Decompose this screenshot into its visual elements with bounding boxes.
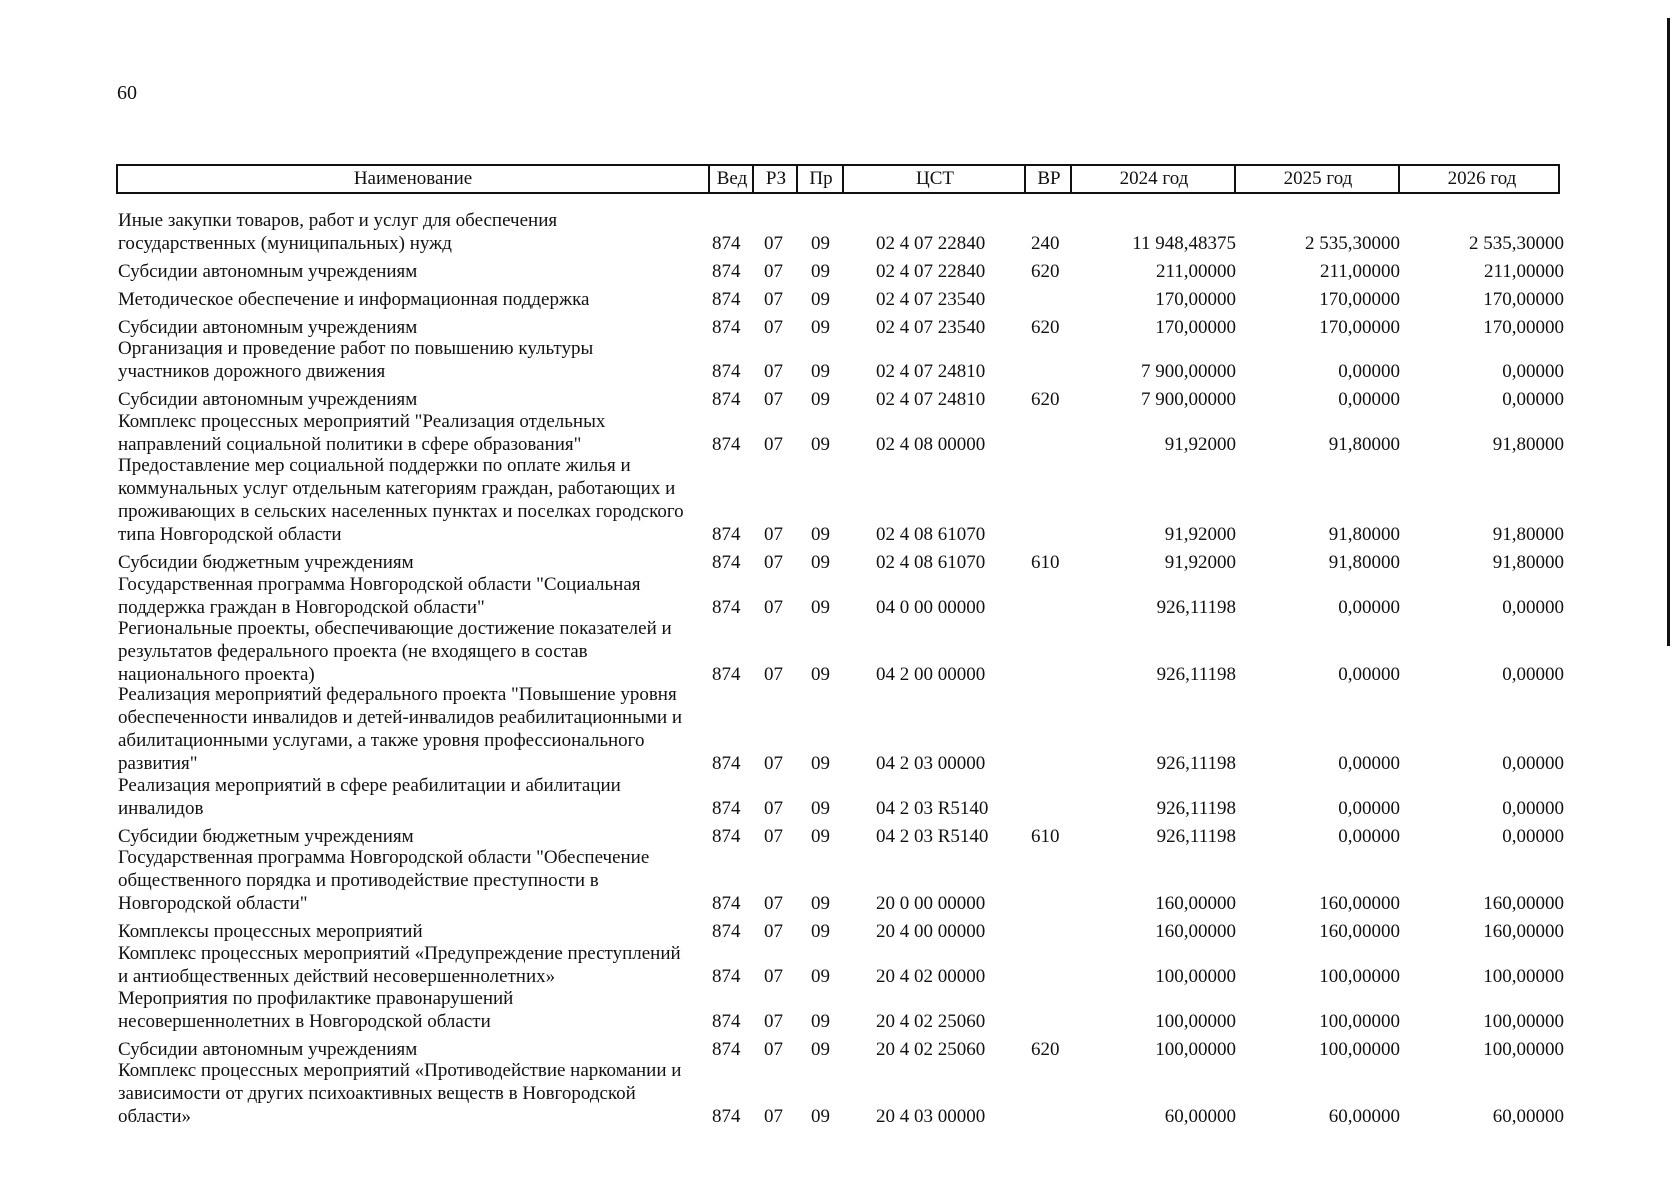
cell-y2024: 926,11198 (1156, 826, 1236, 847)
cell-rz: 07 (764, 966, 783, 987)
cell-y2026: 91,80000 (1492, 434, 1564, 455)
cell-y2024: 170,00000 (1155, 289, 1236, 310)
cell-pr: 09 (811, 361, 830, 382)
cell-ved: 874 (712, 921, 741, 942)
row-name: Методическое обеспечение и информационная поддержка (118, 289, 590, 310)
row-name: Субсидии автономным учреждениям (118, 389, 418, 410)
cell-rz: 07 (764, 361, 783, 382)
row-name: Государственная программа Новгородской области "Социальная поддержка граждан в Новгородской области" (118, 574, 641, 618)
cell-pr: 09 (811, 434, 830, 455)
row-name: Комплекс процессных мероприятий "Реализация отдельных направлений социальной политики в сфере образования" (118, 411, 606, 455)
table-row (0, 289, 1676, 310)
cell-y2025: 91,80000 (1328, 434, 1400, 455)
cell-cst: 02 4 08 61070 (876, 524, 986, 545)
cell-rz: 07 (764, 893, 783, 914)
cell-y2025: 100,00000 (1319, 966, 1400, 987)
cell-y2024: 160,00000 (1155, 921, 1236, 942)
cell-ved: 874 (712, 1011, 741, 1032)
cell-y2025: 0,00000 (1338, 798, 1400, 819)
cell-cst: 20 4 00 00000 (876, 921, 986, 942)
cell-y2025: 2 535,30000 (1305, 233, 1400, 254)
cell-y2026: 0,00000 (1502, 798, 1564, 819)
cell-pr: 09 (811, 966, 830, 987)
cell-pr: 09 (811, 1039, 830, 1060)
cell-cst: 20 4 03 00000 (876, 1106, 986, 1127)
cell-y2024: 926,11198 (1156, 597, 1236, 618)
cell-y2025: 100,00000 (1319, 1039, 1400, 1060)
cell-ved: 874 (712, 233, 741, 254)
cell-pr: 09 (811, 798, 830, 819)
cell-rz: 07 (764, 552, 783, 573)
row-name: Комплекс процессных мероприятий «Противодействие наркомании и зависимости от других психоактивных веществ в Новгородской области» (118, 1060, 682, 1127)
cell-rz: 07 (764, 389, 783, 410)
row-name: Субсидии бюджетным учреждениям (118, 826, 414, 847)
cell-ved: 874 (712, 317, 741, 338)
row-name: Мероприятия по профилактике правонарушений несовершеннолетних в Новгородской области (118, 988, 514, 1032)
row-name: Реализация мероприятий федерального проекта "Повышение уровня обеспеченности инвалидов и детей-инвалидов реабилитационными и абилитационными услугами, а также уровня профессионального развития" (118, 684, 683, 774)
table-row (0, 775, 1676, 819)
cell-y2024: 91,92000 (1164, 552, 1236, 573)
table-row (0, 552, 1676, 573)
cell-cst: 02 4 07 22840 (876, 261, 986, 282)
cell-y2024: 91,92000 (1164, 524, 1236, 545)
cell-y2026: 0,00000 (1502, 389, 1564, 410)
table-row (0, 921, 1676, 942)
cell-y2026: 160,00000 (1483, 893, 1564, 914)
row-name: Реализация мероприятий в сфере реабилитации и абилитации инвалидов (118, 775, 621, 819)
table-row (0, 389, 1676, 410)
cell-vr: 620 (1031, 389, 1060, 410)
cell-y2026: 0,00000 (1502, 361, 1564, 382)
row-name: Предоставление мер социальной поддержки по оплате жилья и коммунальных услуг отдельным категориям граждан, работающих и проживающих в сельских населенных пунктах и поселках городского типа Новгородской области (118, 455, 684, 545)
table-row (0, 684, 1676, 774)
cell-vr: 610 (1031, 552, 1060, 573)
table-row (0, 988, 1676, 1032)
table-row (0, 847, 1676, 914)
cell-y2024: 170,00000 (1155, 317, 1236, 338)
cell-cst: 04 2 03 00000 (876, 753, 986, 774)
cell-y2024: 91,92000 (1164, 434, 1236, 455)
cell-rz: 07 (764, 826, 783, 847)
cell-y2025: 0,00000 (1338, 361, 1400, 382)
cell-cst: 02 4 07 23540 (876, 289, 986, 310)
cell-vr: 620 (1031, 317, 1060, 338)
cell-cst: 02 4 08 61070 (876, 552, 986, 573)
cell-rz: 07 (764, 289, 783, 310)
table-row (0, 1060, 1676, 1127)
cell-ved: 874 (712, 434, 741, 455)
cell-pr: 09 (811, 826, 830, 847)
cell-y2026: 160,00000 (1483, 921, 1564, 942)
header-ved: Вед (708, 166, 754, 192)
cell-pr: 09 (811, 753, 830, 774)
cell-y2025: 0,00000 (1338, 826, 1400, 847)
cell-cst: 20 0 00 00000 (876, 893, 986, 914)
cell-y2026: 0,00000 (1502, 826, 1564, 847)
table-row (0, 210, 1676, 254)
cell-rz: 07 (764, 233, 783, 254)
cell-pr: 09 (811, 552, 830, 573)
cell-ved: 874 (712, 597, 741, 618)
cell-y2026: 100,00000 (1483, 1011, 1564, 1032)
header-2024: 2024 год (1070, 166, 1236, 192)
cell-cst: 04 2 03 R5140 (876, 826, 989, 847)
header-rz: РЗ (752, 166, 798, 192)
header-2025: 2025 год (1234, 166, 1400, 192)
cell-pr: 09 (811, 317, 830, 338)
cell-rz: 07 (764, 317, 783, 338)
row-name: Комплексы процессных мероприятий (118, 921, 423, 942)
cell-pr: 09 (811, 389, 830, 410)
cell-vr: 620 (1031, 261, 1060, 282)
cell-y2025: 91,80000 (1328, 552, 1400, 573)
cell-y2025: 0,00000 (1338, 753, 1400, 774)
cell-ved: 874 (712, 389, 741, 410)
cell-y2026: 91,80000 (1492, 524, 1564, 545)
header-pr: Пр (796, 166, 844, 192)
row-name: Комплекс процессных мероприятий «Предупреждение преступлений и антиобщественных действий несовершеннолетних» (118, 943, 681, 987)
cell-cst: 20 4 02 00000 (876, 966, 986, 987)
cell-vr: 610 (1031, 826, 1060, 847)
cell-pr: 09 (811, 233, 830, 254)
table-row (0, 338, 1676, 382)
cell-y2026: 100,00000 (1483, 966, 1564, 987)
cell-ved: 874 (712, 826, 741, 847)
cell-y2024: 926,11198 (1156, 798, 1236, 819)
cell-cst: 20 4 02 25060 (876, 1039, 986, 1060)
cell-y2025: 0,00000 (1338, 389, 1400, 410)
cell-y2024: 211,00000 (1155, 261, 1236, 282)
row-name: Субсидии бюджетным учреждениям (118, 552, 414, 573)
cell-cst: 02 4 07 24810 (876, 389, 986, 410)
cell-ved: 874 (712, 893, 741, 914)
cell-ved: 874 (712, 524, 741, 545)
cell-pr: 09 (811, 289, 830, 310)
table-row (0, 411, 1676, 455)
cell-y2026: 211,00000 (1483, 261, 1564, 282)
row-name: Государственная программа Новгородской области "Обеспечение общественного порядка и противодействие преступности в Новгородской области" (118, 847, 650, 914)
cell-rz: 07 (764, 753, 783, 774)
cell-y2026: 0,00000 (1502, 664, 1564, 685)
page-number: 60 (117, 82, 137, 104)
cell-y2026: 100,00000 (1483, 1039, 1564, 1060)
cell-y2026: 0,00000 (1502, 597, 1564, 618)
cell-ved: 874 (712, 261, 741, 282)
cell-rz: 07 (764, 798, 783, 819)
row-name: Субсидии автономным учреждениям (118, 261, 418, 282)
cell-rz: 07 (764, 1011, 783, 1032)
cell-ved: 874 (712, 361, 741, 382)
cell-pr: 09 (811, 893, 830, 914)
table-row (0, 1039, 1676, 1060)
cell-rz: 07 (764, 1039, 783, 1060)
cell-y2025: 0,00000 (1338, 597, 1400, 618)
cell-ved: 874 (712, 664, 741, 685)
cell-cst: 04 2 03 R5140 (876, 798, 989, 819)
cell-ved: 874 (712, 1039, 741, 1060)
cell-rz: 07 (764, 1106, 783, 1127)
cell-y2026: 2 535,30000 (1469, 233, 1564, 254)
row-name: Региональные проекты, обеспечивающие достижение показателей и результатов федерального проекта (не входящего в состав национального проекта) (118, 618, 672, 685)
row-name: Организация и проведение работ по повышению культуры участников дорожного движения (118, 338, 594, 382)
cell-y2026: 0,00000 (1502, 753, 1564, 774)
cell-cst: 02 4 07 24810 (876, 361, 986, 382)
cell-y2024: 926,11198 (1156, 753, 1236, 774)
header-cst: ЦСТ (842, 166, 1026, 192)
table-row (0, 261, 1676, 282)
cell-y2025: 160,00000 (1319, 921, 1400, 942)
cell-y2025: 160,00000 (1319, 893, 1400, 914)
cell-cst: 20 4 02 25060 (876, 1011, 986, 1032)
cell-pr: 09 (811, 664, 830, 685)
cell-ved: 874 (712, 966, 741, 987)
cell-y2026: 60,00000 (1492, 1106, 1564, 1127)
table-row (0, 574, 1676, 618)
cell-y2025: 0,00000 (1338, 664, 1400, 685)
table-row (0, 618, 1676, 685)
cell-y2025: 170,00000 (1319, 317, 1400, 338)
cell-y2024: 11 948,48375 (1132, 233, 1236, 254)
cell-pr: 09 (811, 1106, 830, 1127)
cell-y2025: 170,00000 (1319, 289, 1400, 310)
cell-rz: 07 (764, 921, 783, 942)
cell-rz: 07 (764, 524, 783, 545)
header-vr: ВР (1024, 166, 1072, 192)
header-name: Наименование (353, 168, 473, 189)
cell-pr: 09 (811, 524, 830, 545)
cell-ved: 874 (712, 798, 741, 819)
cell-y2024: 926,11198 (1156, 664, 1236, 685)
cell-pr: 09 (811, 261, 830, 282)
cell-y2024: 100,00000 (1155, 1039, 1236, 1060)
row-name: Субсидии автономным учреждениям (118, 1039, 418, 1060)
cell-y2026: 170,00000 (1483, 289, 1564, 310)
cell-y2024: 60,00000 (1164, 1106, 1236, 1127)
cell-y2024: 7 900,00000 (1141, 389, 1236, 410)
cell-cst: 04 0 00 00000 (876, 597, 986, 618)
cell-rz: 07 (764, 434, 783, 455)
cell-y2026: 91,80000 (1492, 552, 1564, 573)
cell-y2025: 211,00000 (1319, 261, 1400, 282)
cell-cst: 02 4 08 00000 (876, 434, 986, 455)
cell-y2024: 100,00000 (1155, 1011, 1236, 1032)
cell-rz: 07 (764, 664, 783, 685)
cell-y2024: 100,00000 (1155, 966, 1236, 987)
row-name: Иные закупки товаров, работ и услуг для обеспечения государственных (муниципальных) нужд (118, 210, 558, 254)
cell-pr: 09 (811, 1011, 830, 1032)
cell-ved: 874 (712, 552, 741, 573)
cell-y2026: 170,00000 (1483, 317, 1564, 338)
cell-y2025: 60,00000 (1328, 1106, 1400, 1127)
table-row (0, 943, 1676, 987)
cell-y2025: 100,00000 (1319, 1011, 1400, 1032)
cell-vr: 240 (1031, 233, 1060, 254)
cell-ved: 874 (712, 289, 741, 310)
cell-ved: 874 (712, 753, 741, 774)
row-name: Субсидии автономным учреждениям (118, 317, 418, 338)
cell-pr: 09 (811, 597, 830, 618)
cell-pr: 09 (811, 921, 830, 942)
cell-y2024: 160,00000 (1155, 893, 1236, 914)
table-row (0, 317, 1676, 338)
table-row (0, 455, 1676, 545)
cell-rz: 07 (764, 261, 783, 282)
cell-y2024: 7 900,00000 (1141, 361, 1236, 382)
cell-cst: 04 2 00 00000 (876, 664, 986, 685)
cell-vr: 620 (1031, 1039, 1060, 1060)
table-row (0, 826, 1676, 847)
cell-rz: 07 (764, 597, 783, 618)
header-2026: 2026 год (1398, 166, 1564, 192)
cell-ved: 874 (712, 1106, 741, 1127)
cell-y2025: 91,80000 (1328, 524, 1400, 545)
cell-cst: 02 4 07 23540 (876, 317, 986, 338)
cell-cst: 02 4 07 22840 (876, 233, 986, 254)
